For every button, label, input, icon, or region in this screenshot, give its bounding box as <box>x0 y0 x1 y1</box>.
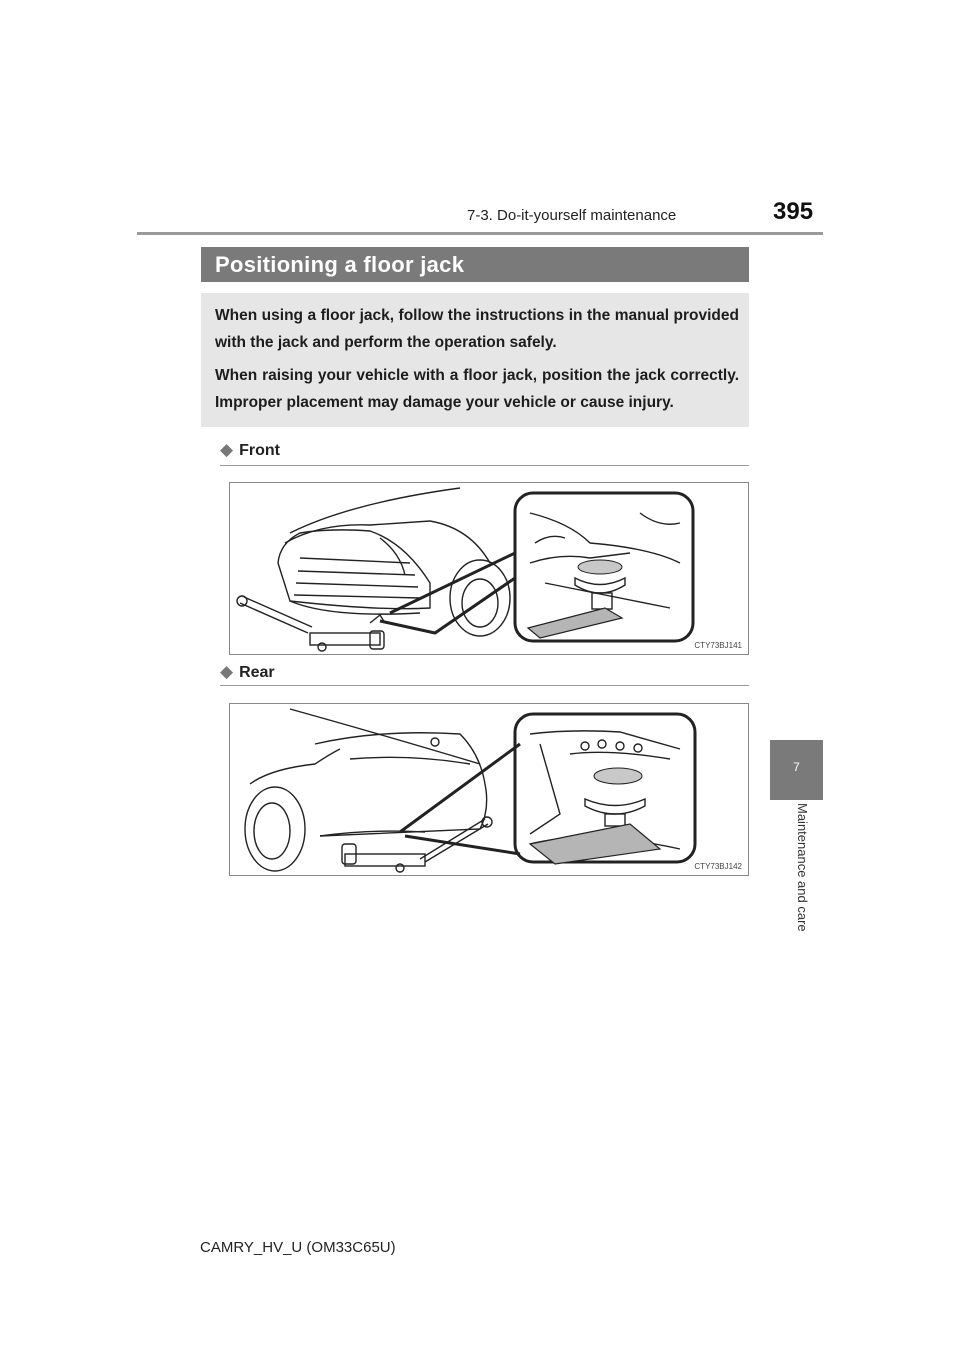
front-label: Front <box>239 442 280 459</box>
rear-label: Rear <box>239 664 275 681</box>
diamond-icon: ◆ <box>220 662 234 681</box>
intro-box <box>201 293 749 427</box>
front-rule <box>220 465 749 466</box>
front-figure-code: CTY73BJ141 <box>694 641 742 650</box>
page-number: 395 <box>773 198 814 225</box>
rear-subheading <box>220 662 275 682</box>
intro-paragraph-2: When raising your vehicle with a floor jack, position the jack correctly. Improper placement may damage your vehicle or cause injury. <box>215 367 739 411</box>
rear-jack-illustration <box>229 703 749 876</box>
rear-figure-code: CTY73BJ142 <box>694 862 742 871</box>
chapter-label: Maintenance and care <box>795 803 810 932</box>
header-rule <box>137 232 823 235</box>
chapter-tab: 7 <box>770 740 823 800</box>
front-subheading <box>220 440 280 460</box>
diamond-icon: ◆ <box>220 440 234 459</box>
front-jack-illustration <box>229 482 749 655</box>
intro-paragraph-1: When using a floor jack, follow the instructions in the manual provided with the jack and perform the operation safely. <box>215 307 739 351</box>
section-title: Positioning a floor jack <box>201 247 749 282</box>
rear-rule <box>220 685 749 686</box>
rear-car-drawing-icon <box>230 704 749 876</box>
footer-model-code: CAMRY_HV_U (OM33C65U) <box>200 1239 396 1256</box>
front-car-drawing-icon <box>230 483 749 655</box>
header-section-title: 7-3. Do-it-yourself maintenance <box>467 207 677 224</box>
